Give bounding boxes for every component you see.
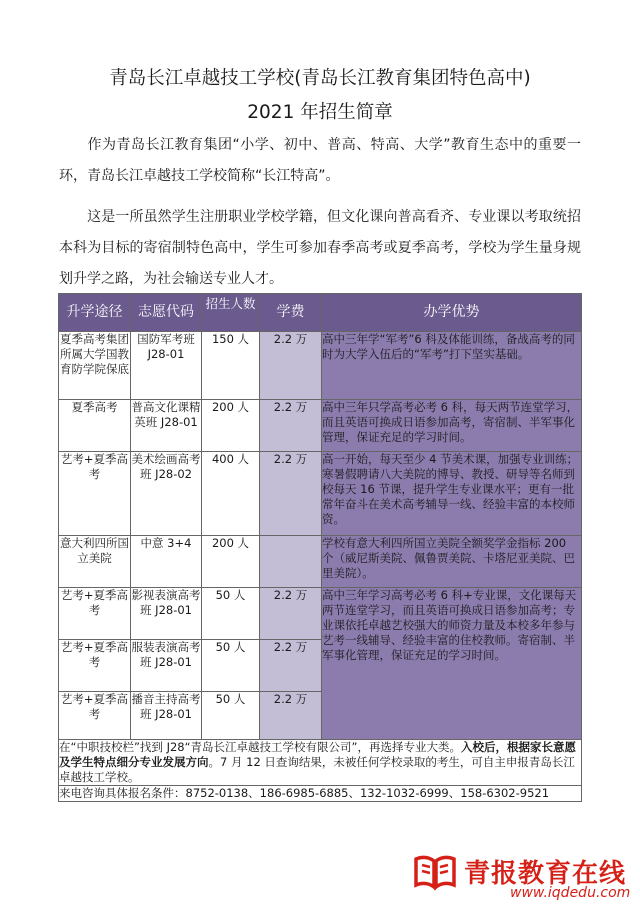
row-path: 夏季高考集团所属大学国教育防学院保底 xyxy=(59,332,131,400)
enrollment-table xyxy=(58,293,582,802)
row-path: 艺考+夏季高考 xyxy=(59,692,131,740)
row-code: 影视表演高考班 J28-01 xyxy=(131,588,202,640)
row-path: 意大利四所国立美院 xyxy=(59,536,131,588)
row-count: 50 人 xyxy=(202,588,260,640)
row-count: 400 人 xyxy=(202,452,260,536)
row-path: 艺考+夏季高考 xyxy=(59,452,131,536)
intro-paragraph-1 xyxy=(59,130,581,192)
table-header-row xyxy=(59,294,582,332)
row-advantage: 高中三年学“军考”6 科及体能训练，备战高考的同时为大学入伍后的“军考”打下坚实基础。 xyxy=(322,332,582,400)
row-count: 50 人 xyxy=(202,692,260,740)
header-path: 升学途径 xyxy=(59,294,131,332)
footer-notice xyxy=(59,740,582,786)
title-line-1: 青岛长江卓越技工学校(青岛长江教育集团特色高中) xyxy=(109,68,531,89)
intro-paragraph-2 xyxy=(59,202,581,295)
row-code: 普高文化课精英班 J28-01 xyxy=(131,400,202,452)
header-advantage: 办学优势 xyxy=(322,294,582,332)
row-fee: 2.2 万 xyxy=(260,400,322,452)
row-code: 中意 3+4 xyxy=(131,536,202,588)
footer-text-a: 在“中职技校栏”找到 J28“青岛长江卓越技工学校有限公司”，再选择专业大类。 xyxy=(59,740,462,754)
table-row xyxy=(59,332,582,400)
row-code: 播音主持高考班 J28-01 xyxy=(131,692,202,740)
intro-text-2: 这是一所虽然学生注册职业学校学籍，但文化课向普高看齐、专业课以考取统招本科为目标的寄宿制特色高中，学生可参加春季高考或夏季高考，学校为学生量身规划升学之路，为社会输送专业人才。 xyxy=(59,209,581,287)
row-code: 美术绘画高考班 J28-02 xyxy=(131,452,202,536)
title-line-2: 2021 年招生简章 xyxy=(247,102,393,123)
row-fee: 2.2 万 xyxy=(260,692,322,740)
table-row xyxy=(59,536,582,588)
footer-text-bold: 入校后，根据家长意愿及学生特点细分专业发展方向 xyxy=(59,740,577,769)
header-code: 志愿代码 xyxy=(131,294,202,332)
row-count: 150 人 xyxy=(202,332,260,400)
footer-text-c: 。7 月 12 日查询结果，未被任何学校录取的考生，可自主申报青岛长江卓越技工学校。 xyxy=(59,755,575,784)
row-advantage: 高中三年学习高考必考 6 科+专业课，文化课每天两节连堂学习，而且英语可换成日语参加高考；专业课依托卓越艺校强大的师资力量及本校多年参与艺考一线辅导、经验丰富的住校教师。寄宿制、半军事化管理，保证充足的学习时间。 xyxy=(322,588,582,740)
row-path: 夏季高考 xyxy=(59,400,131,452)
row-count: 200 人 xyxy=(202,400,260,452)
intro-text-1: 作为青岛长江教育集团“小学、初中、普高、特高、大学”教育生态中的重要一环，青岛长江卓越技工学校简称“长江特高”。 xyxy=(59,137,581,184)
table-row xyxy=(59,452,582,536)
row-count: 50 人 xyxy=(202,640,260,692)
row-path: 艺考+夏季高考 xyxy=(59,640,131,692)
table-row xyxy=(59,588,582,640)
header-count: 招生人数 xyxy=(202,294,260,332)
row-advantage: 学校有意大利四所国立美院全额奖学金指标 200 个（威尼斯美院、佩鲁贾美院、卡塔尼亚美院、巴里美院）。 xyxy=(322,536,582,588)
contact-info: 来电咨询具体报名条件：8752-0138、186-6985-6885、132-1032-6999、158-6302-9521 xyxy=(59,786,582,802)
watermark-brand: 青报教育在线 xyxy=(464,859,627,889)
row-count: 200 人 xyxy=(202,536,260,588)
row-fee: 2.2 万 xyxy=(260,332,322,400)
watermark-url: www.iqdedu.com xyxy=(510,885,631,901)
table-contact-row xyxy=(59,786,582,802)
table-row xyxy=(59,400,582,452)
table-footer-row xyxy=(59,740,582,786)
header-fee: 学费 xyxy=(260,294,322,332)
row-advantage: 高中三年只学高考必考 6 科，每天两节连堂学习，而且英语可换成日语参加高考，寄宿制、半军事化管理，保证充足的学习时间。 xyxy=(322,400,582,452)
row-fee: 2.2 万 xyxy=(260,452,322,536)
row-advantage: 高一开始，每天至少 4 节美术课，加强专业训练；寒暑假聘请八大美院的博导、教授、研导等名师到校每天 16 节课，提升学生专业课水平；更有一批常年奋斗在美术高考辅导一线、经验丰富的本校师资。 xyxy=(322,452,582,536)
row-fee xyxy=(260,536,322,588)
row-code: 国防军考班 J28-01 xyxy=(131,332,202,400)
row-code: 服装表演高考班 J28-01 xyxy=(131,640,202,692)
row-fee: 2.2 万 xyxy=(260,640,322,692)
open-book-icon xyxy=(412,851,458,891)
row-fee: 2.2 万 xyxy=(260,588,322,640)
watermark-logo xyxy=(412,851,634,901)
row-path: 艺考+夏季高考 xyxy=(59,588,131,640)
